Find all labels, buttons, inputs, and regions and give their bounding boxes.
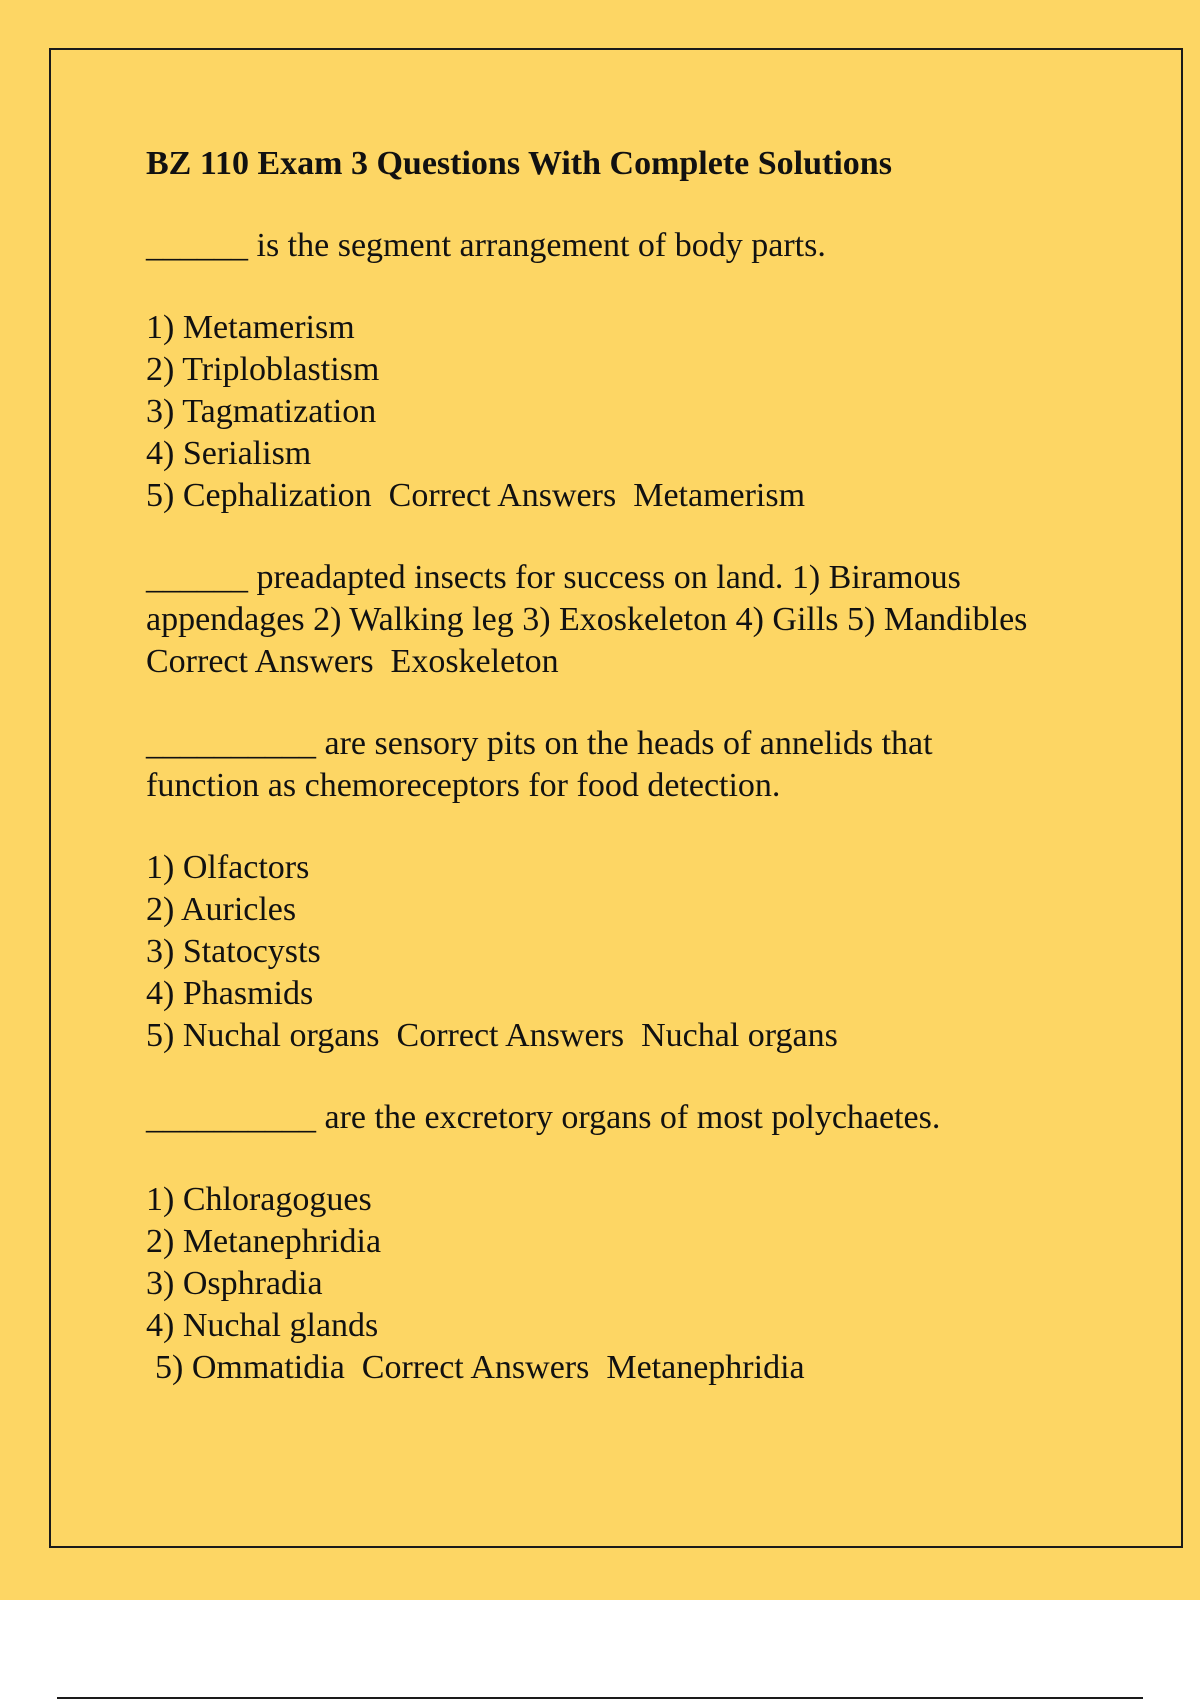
question-1	[146, 225, 1046, 517]
question-1-options	[146, 307, 1046, 517]
question-3-option-4: 4) Phasmids	[146, 975, 314, 1012]
question-1-option-2: 2) Triploblastism	[146, 351, 380, 388]
question-4-option-2: 2) Metanephridia	[146, 1223, 382, 1260]
question-1-option-3: 3) Tagmatization	[146, 393, 377, 430]
document-content	[146, 143, 1046, 1429]
question-2	[146, 557, 1046, 683]
question-1-option-4: 4) Serialism	[146, 435, 312, 472]
question-1-option-1: 1) Metamerism	[146, 309, 355, 346]
question-4	[146, 1097, 1046, 1389]
question-4-options	[146, 1179, 1046, 1389]
question-3-options	[146, 847, 1046, 1057]
question-3	[146, 723, 1046, 1057]
question-3-option-1: 1) Olfactors	[146, 849, 310, 886]
footer-divider	[57, 1697, 1143, 1699]
question-3-option-2: 2) Auricles	[146, 891, 297, 928]
question-1-prompt: ______ is the segment arrangement of body parts.	[146, 227, 826, 264]
document-title: BZ 110 Exam 3 Questions With Complete Solutions	[146, 145, 892, 182]
question-3-prompt: __________ are sensory pits on the heads of annelids that function as chemoreceptors for food detection.	[146, 725, 933, 804]
question-2-prompt-with-answer: ______ preadapted insects for success on land. 1) Biramous appendages 2) Walking leg 3) Exoskeleton 4) Gills 5) Mandibles Correct Answers Exoskeleton	[146, 559, 1045, 680]
question-3-option-5-with-answer: 5) Nuchal organs Correct Answers Nuchal organs	[146, 1017, 838, 1054]
question-4-option-5-with-answer: 5) Ommatidia Correct Answers Metanephridia	[155, 1349, 805, 1386]
question-4-option-3: 3) Osphradia	[146, 1265, 323, 1302]
question-4-prompt: __________ are the excretory organs of most polychaetes.	[146, 1099, 941, 1136]
question-4-option-1: 1) Chloragogues	[146, 1181, 372, 1218]
question-1-option-5-with-answer: 5) Cephalization Correct Answers Metamerism	[146, 477, 806, 514]
question-3-option-3: 3) Statocysts	[146, 933, 321, 970]
question-4-option-4: 4) Nuchal glands	[146, 1307, 379, 1344]
